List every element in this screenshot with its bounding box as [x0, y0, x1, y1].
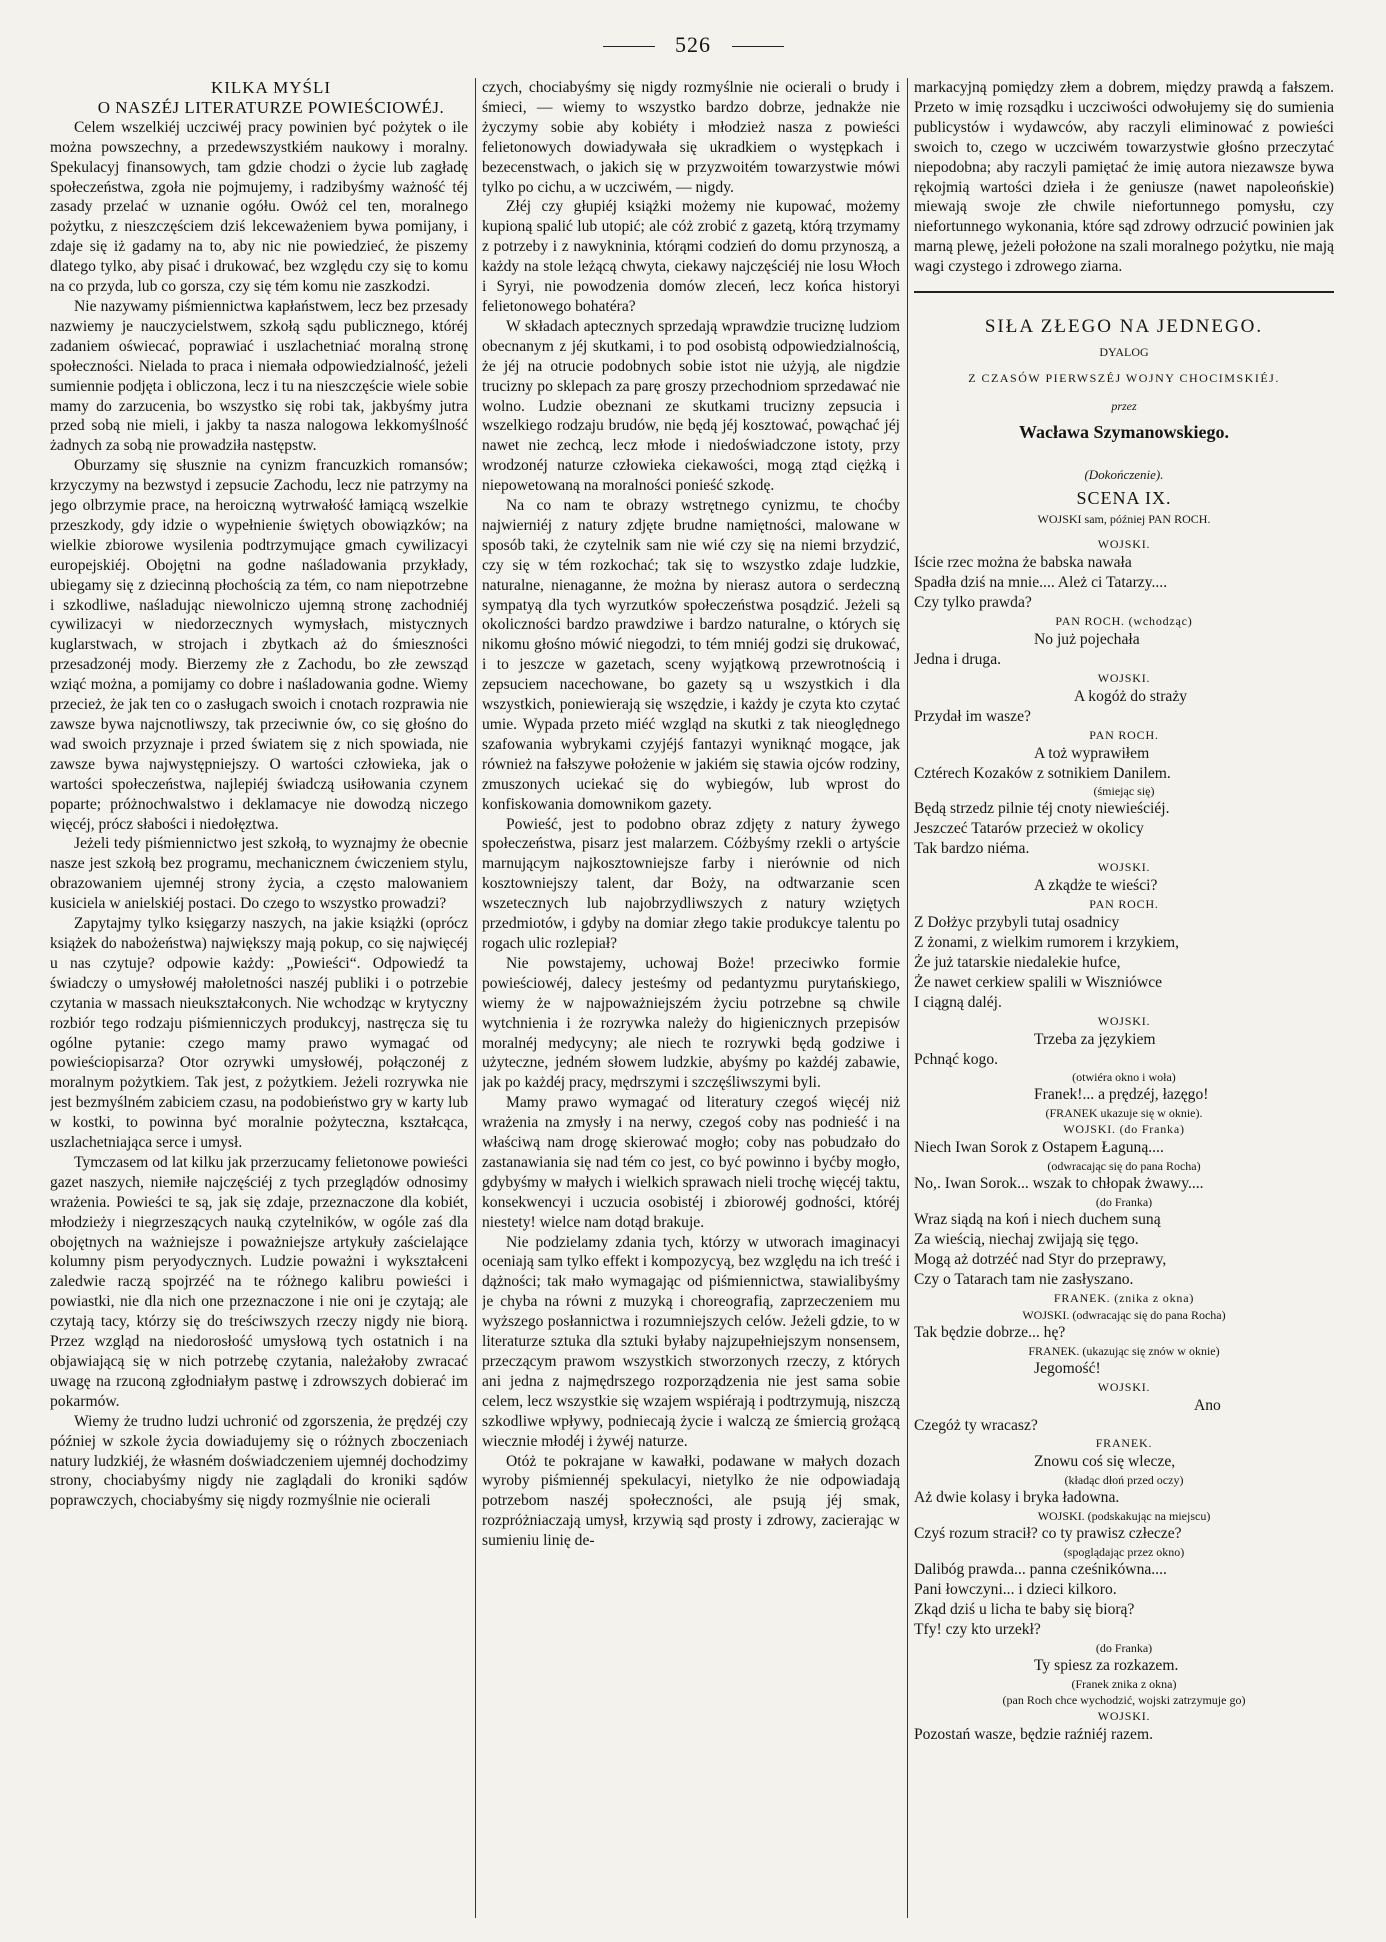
speaker-name: PAN ROCH. — [1089, 727, 1159, 742]
scene-note: WOJSKI sam, później PAN ROCH. — [1037, 512, 1211, 527]
dialog-line: Tak bardzo niéma. — [914, 840, 1030, 858]
paragraph: czych, chociabyśmy się nigdy rozmyślnie nie ocierali o brudy i śmieci, — wiemy to wszystko bardzo dobrze, jednakże nie życzymy sobie aby kobiéty i młodzież nasza z powieści felietonowych dowiadywała się ukradkiem o występkach i bezecenstwach, o jakich się w przyzwoitém towarzystwie mówi tylko po cichu, a w uczciwém, — nigdy. — [482, 79, 900, 196]
dialog-line: Że już tatarskie niedalekie hufce, — [914, 953, 1121, 971]
dialog-by: przez — [1111, 398, 1137, 413]
stage-direction: (kładąc dłoń przed oczy) — [1064, 1473, 1184, 1488]
dialog-line: Zkąd dziś u licha te baby się biorą? — [914, 1600, 1135, 1618]
dialog-line: Tfy! czy kto urzekł? — [914, 1620, 1041, 1638]
paragraph: Złéj czy głupiéj książki możemy nie kupować, możemy kupioną spalić lub utopić; ale cóż zrobić z gazetą, którą trzymamy z potrzeby i z nawykninia, którąmi codzień do domu przynoszą, a każdy na stole leżącą chwyta, ciekawy najczęściéj nie losu Włoch i Syryi, nie powodzenia domów zleceń, lecz końca historyi felietonowego bohatéra? — [482, 198, 900, 315]
speaker-name: WOJSKI. (do Franka) — [1063, 1122, 1185, 1137]
column-3 — [914, 78, 1334, 1928]
dialog-line: Jeszczeć Tatarów przecież w okolicy — [914, 820, 1144, 838]
speaker-name: WOJSKI. — [1097, 860, 1151, 875]
dialog-line: Jegomość! — [1034, 1359, 1101, 1377]
dialog-line: Z Dołżyc przybyli tutaj osadnicy — [914, 914, 1120, 932]
dialog-line: Aż dwie kolasy i bryka ładowna. — [914, 1489, 1120, 1507]
speaker-name: WOJSKI. — [1097, 670, 1151, 685]
paragraph: Powieść, jest to podobno obraz zdjęty z natury żywego społeczeństwa, pisarz jest malarzem. Cóżbyśmy rzekli o artyście marnującym najkosztowniejsze farby i nierównie od nich kosztowniejszy talent, dar Boży, na odtwarzanie scen wszetecznych lub najobrzydliwszych z natury wziętych przedmiotów, i gdyby na domiar złego takie produkcye talentu po rogach ulic rozlepiał? — [482, 815, 900, 952]
dialog-line: Znowu coś się wlecze, — [1034, 1453, 1176, 1471]
speaker-name: PAN ROCH. — [1089, 897, 1159, 912]
dialog-line: Czyś rozum stracił? co ty prawisz człecze? — [914, 1525, 1182, 1543]
dialog-line: No,. Iwan Sorok... wszak to chłopak żwawy.... — [914, 1175, 1204, 1193]
stage-direction: FRANEK. (ukazując się znów w oknie) — [1028, 1343, 1220, 1358]
section-divider — [914, 291, 1334, 293]
paragraph: Nie powstajemy, uchowaj Boże! przeciwko formie powieściowéj, dalecy jesteśmy od pedantyzmu purytańskiego, wiemy że w najpoważniejszém życiu potrzebne są chwile wytchnienia i że rozrywka należy do higienicznych przepisów moralnéj medycyny; ale niech te rozrywki będą godziwe i użyteczne, jedném słowem ludzkie, abyśmy po każdéj zabawie, jak po każdéj pracy, mędrszymi i szczęśliwszymi byli. — [482, 954, 900, 1092]
dialog-line: Iście rzec można że babska nawała — [914, 554, 1132, 572]
continuation-note: (Dokończenie). — [1084, 466, 1164, 482]
dialog-line: A zkądże te wieści? — [1034, 877, 1158, 895]
dialog-line: Czy o Tatarach tam nie zasłyszano. — [914, 1270, 1134, 1288]
stage-direction: (do Franka) — [1095, 1195, 1153, 1210]
column-divider — [907, 78, 908, 1918]
article-body — [50, 118, 468, 1511]
stage-direction: (odwracając się do pana Rocha) — [1047, 1159, 1201, 1174]
stage-direction: WOJSKI. (podskakując na miejscu) — [1037, 1509, 1211, 1524]
dialog-line: Przydał im wasze? — [914, 707, 1031, 725]
article-body-continued — [482, 78, 900, 1551]
page-number-header — [0, 32, 1386, 58]
speaker-name: WOJSKI. — [1097, 537, 1151, 552]
dialog-line: Pchnąć kogo. — [914, 1050, 999, 1068]
dialog-line: Będą strzedz pilnie téj cnoty niewieściéj. — [914, 800, 1170, 818]
stage-direction: (pan Roch chce wychodzić, wojski zatrzymuje go) — [1002, 1692, 1246, 1707]
dialog-line: Trzeba za językiem — [1034, 1030, 1156, 1048]
dialog-line: Pani łowczyni... i dzieci kilkoro. — [914, 1581, 1117, 1599]
dialog-author: Wacława Szymanowskiego. — [1018, 421, 1229, 442]
paragraph: Celem wszelkiéj uczciwéj pracy powinien być pożytek o ile można powszechny, a przedewszystkiém naukowy i moralny. Spekulacyj finansowych, tam gdzie chodzi o życie lub zagładę społeczeństwa, zgoła nie pojmujemy, i radzibyśmy ważność téj zasady przelać w uznanie ogółu. Owóż cel ten, moralnego pożytku, z nieszczęściem dziś lekceważeniem bywa pomijany, i zdaje się iż gadamy na to, aby nic nie powiedzieć, że piszemy dlatego tylko, aby pisać i drukować, bez względu czy się to komu na co przyda, lub co gorsza, czy się tém komu nie zaszkodzi. — [50, 118, 468, 296]
dialog-line: Ano — [1194, 1396, 1221, 1414]
speaker-name: FRANEK. — [1095, 1436, 1153, 1451]
dialog-line: Że nawet cerkiew spalili w Wiszniówce — [914, 973, 1163, 991]
dialog-line: I ciągną daléj. — [914, 993, 1002, 1011]
paragraph: Oburzamy się słusznie na cynizm francuzkich romansów; krzyczymy na bezwstyd i zepsucie Zachodu, lecz nie patrzymy na jego olbrzymie prace, na heroiczną wytrwałość łamiącą wszelkie przeszkody, gdy idzie o wypełnienie świętych obowiązków; na wielkie zbiorowe wysilenia podtrzymujące gmach cywilizacyi europejskiéj. Obojętni na godne naśladowania przykłady, ubiegamy się z dziecinną płochością za tém, co nam niepotrzebne i szkodliwe, naśladując niewolniczo ujemną stronę zachodniéj cywilizacyi w niedorzecznych wymysłach, mistycznych kuglarstwach, w strojach i zbytkach aż do śmieszności przesadzonéj mody. Bierzemy złe z Zachodu, bo złe zewsząd wziąć można, a pomijamy co dobre i naśladowania godne. Wiemy przecież, że jak ten co o zasługach swoich i cnotach rozprawia nie zawsze bywa najcnotliwszy, tak przeciwnie ów, co się głośno do wad swoich przyznaje i przed światem się z nich spowiada, nie zawsze bywa najwystępniejszy. O wartości człowieka, jak o wartości społeczeństwa, najlepiéj świadczą usiłowania czynem poparte; próżnochwalstwo i deklamacye nie dowodzą niczego więcéj, prócz słabości i niedołęztwa. — [50, 457, 468, 833]
stage-direction: (spoglądając przez okno) — [1063, 1545, 1185, 1560]
column-1 — [50, 78, 468, 1928]
speaker-name: WOJSKI. — [1097, 1013, 1151, 1028]
paragraph: W składach aptecznych sprzedają wprawdzie truciznę ludziom obecnanym z jéj skutkami, i to pod osobistą odpowiedzialnością, że jéj na otrucie podobnych sobie istot nie użyją, ale nigdzie trucizny po sklepach za parę groszy przechodniom sprzedawać nie wolno. Ludzie obeznani ze skutkami trucizny zepsucia i wszelkiego rodzaju brudów, nie będą jéj kosztować, powąchać jéj nawet nie zechcą, lecz młode i niedoświadczone istoty, przy wrodzonéj naturze człowieka ciekawości, mogą ztąd ciężką i niepowetowaną na moralności ponieść szkodę. — [482, 317, 900, 495]
column-divider — [475, 78, 476, 1918]
article-title: KILKA MYŚLI — [210, 78, 332, 97]
dialog-line: Ty spiesz za rozkazem. — [1034, 1656, 1179, 1674]
dialog-line: A kogóż do straży — [1074, 687, 1188, 705]
dialog-line: Franek!... a prędzéj, łazęgo! — [1034, 1086, 1209, 1104]
dialog-line: Z żonami, z wielkim rumorem i krzykiem, — [914, 934, 1180, 951]
scene-title: SCENA IX. — [1076, 487, 1172, 508]
dialog-line: Spadła dziś na mnie.... Ależ ci Tatarzy.... — [914, 574, 1168, 592]
header-rule-left — [603, 46, 655, 47]
dialog-type: DYALOG — [1099, 344, 1149, 359]
speaker-name: WOJSKI. — [1097, 1708, 1151, 1723]
dialog-subtitle: Z CZASÓW PIERWSZÉJ WOJNY CHOCIMSKIÉJ. — [968, 370, 1280, 385]
dialog-line: Za wieścią, niechaj zwijają się tęgo. — [914, 1231, 1139, 1249]
dialog-line: Wraz siądą na koń i niech duchem suną — [914, 1211, 1161, 1229]
paragraph: Wiemy że trudno ludzi uchronić od zgorszenia, że prędzéj czy później w szkole życia dowiadujemy się o różnych zboczeniach natury ludzkiéj, że własném doświadczeniem ujemnéj dochodzimy strony, chociabyśmy nigdy nie zaglądali do kroniki sądów poprawczych, chociabyśmy się nigdy rozmyślnie nie ocierali — [50, 1412, 468, 1510]
paragraph: Zapytajmy tylko księgarzy naszych, na jakie książki (oprócz książek do nabożeństwa) największy mają pokup, co się najwięcéj u nas czytuje? odpowie każdy: „Powieści“. Odpowiedź ta świadczy o umysłowéj małoletności naszéj publiki i o potrzebie czytania w massach nieukształconych. Nie wchodząc w krytyczny rozbiór tego rodzaju piśmienniczych produkcyj, nastręcza się tu ogólne pytanie: czego mamy prawo wymagać od powieściopisarza? Otor ozrywki umysłowéj, połączonéj z moralnym pożytkiem. Tak jest, z pożytkiem. Jeżeli rozrywka nie jest bezmyślném zabiciem czasu, na podobieństwo gry w karty lub w kostki, to powinna być moralnie pożyteczna, kształcąca, uszlachetniająca serce i umysł. — [50, 915, 468, 1152]
paragraph: Jeżeli tedy piśmiennictwo jest szkołą, to wyznajmy że obecnie nasze jest szkołą bez programu, mechanicznem ćwiczeniem stylu, obrazowaniem ujemnéj strony życia, a często malowaniem kusiciela w anielskiéj postaci. Do czego to wszystko prowadzi? — [50, 835, 468, 913]
dialog-line: Mogą aż dotrzéć nad Styr do przeprawy, — [914, 1250, 1167, 1268]
paragraph: Nie podzielamy zdania tych, którzy w utworach imaginacyi oceniają sam tylko effekt i kompozycyą, bez względu na ich treść i dążności; tak mało wymagając od piśmiennictwa, stawialibyśmy je chyba na równi z muzyką i choreografią, zaprzeczeniem mu wyższego posłannictwa i rozumniejszych celów. Jeżeli gdzie, to w literaturze sztuka dla sztuki byłaby najzupełniejszym nonsensem, przeczącym prawom wszystkich stworzonych rzeczy, z których ani jedna z najmędrszego rozporządzenia nie jest sama sobie celem, lecz wszystkie się wzajem wspiérają i podtrzymują, niszczą szkodliwe wpływy, podniecają życie i walczą ze śmiercią grożącą wiecznie młodéj i żywéj naturze. — [482, 1233, 900, 1450]
stage-direction: (śmiejąc się) — [1093, 784, 1155, 799]
stage-direction: (do Franka) — [1095, 1640, 1153, 1655]
paragraph: markacyjną pomiędzy złem a dobrem, między prawdą a fałszem. Przeto w imię rozsądku i uczciwości odwołujemy się do sumienia publicystów i wydawców, aby raczyli eliminować z powieści swoich to, czego w uczciwém towarzystwie głośno przeczytać niepodobna; aby raczyli pamiętać że imię autora niezawsze bywa rękojmią wartości dzieła i że geniusze (nawet napoleońskie) miewają swoje złe chwile niefortunnego pomysłu, czy niefortunnego wykonania, które sąd zdrowy odrzucić powinien jak marną plewę, jeżeli położone na szali moralnego pożytku, nie mają wagi czystego i zdrowego ziarna. — [914, 79, 1334, 276]
dialog-line: Niech Iwan Sorok z Ostapem Łaguną.... — [914, 1139, 1164, 1157]
dialog-line: A toż wyprawiłem — [1034, 744, 1150, 762]
dialog-line: Jedna i druga. — [914, 650, 1002, 668]
dialog-lines — [914, 536, 1334, 1744]
stage-direction: (Franek znika z okna) — [1071, 1676, 1177, 1691]
article-conclusion — [914, 78, 1334, 277]
dialog-line: Dalibóg prawda... panna cześnikówna.... — [914, 1561, 1167, 1579]
dialog-line: Tak będzie dobrze... hę? — [914, 1323, 1066, 1341]
stage-direction: (otwiéra okno i woła) — [1072, 1070, 1176, 1085]
paragraph: Otóż te pokrajane w kawałki, podawane w małych dozach wyroby piśmiennéj spekulacyi, nietylko że nie odpowiadają potrzebom naszéj społeczności, ale psują jéj smak, rozpróżniaczają umysł, krzywią sąd prosty i zdrowy, zacierając w sumieniu linię de- — [482, 1452, 900, 1550]
stage-direction: WOJSKI. (odwracając się do pana Rocha) — [1022, 1307, 1226, 1322]
dialog-line: Pozostań wasze, będzie raźniéj razem. — [914, 1725, 1153, 1743]
speaker-name: PAN ROCH. (wchodząc) — [1055, 614, 1193, 629]
column-2 — [482, 78, 900, 1928]
paragraph: Na co nam te obrazy wstrętnego cynizmu, te choćby najwierniéj z natury zdjęte brudne namiętności, malowane w sposób taki, że czytelnik sam nie wié czy się na niemi brzydzić, czy się w tém rozkochać; tak się to wszystko zdaje ludzkie, naturalne, nienaganne, że można by nierasz autora o serdeczną sympatyą dla tych wyrzutków społeczeństwa posądzić. Jeżeli są okoliczności bardzo prawdziwe i bardzo naturalne, o których się nikomu głośno mówić niegodzi, to tém mniéj godzi się drukować, i to jeszcze w gazetach, sceny wyjątkową przewrotnością i zepsuciem nacechowane, bo gazety są u wszystkich i dla wszystkich, poniewierają się wszędzie, i każdy je czyta kto czytać umie. Wypada przeto miéć wzgląd na skutki z tak nieoględnego szafowania wybrykami czyjéjś fantazyi wyniknąć mogące, jak również na fałszywe położenie w jakiém się stawia ojców rodziny, zmuszonych uciekać się do wybiegów, lub wprost do konfiskowania domownikom gazety. — [482, 497, 900, 813]
paragraph: Nie nazywamy piśmiennictwa kapłaństwem, lecz bez przesady nazwiemy je nauczycielstwem, szkołą sądu publicznego, któréj zadaniem oświecać, poprawiać i uszlachetniać moralną stronę społeczności. Nielada to praca i niemała odpowiedzialność, jeżeli sumiennie podjęta i obliczona, lecz i tu na nieszczęście wiele sobie mamy do zarzucenia, bo wszystko się robi tak, jakbyśmy jutra przed sobą nie mieli, i jakby ta nasza nalogowa lekkomyślność żadnych za sobą nie prowadziła następstw. — [50, 297, 468, 455]
dialog-line: No już pojechała — [1034, 631, 1140, 649]
speaker-name: FRANEK. (znika z okna) — [1053, 1290, 1195, 1305]
stage-direction: (FRANEK ukazuje się w oknie). — [1045, 1106, 1203, 1121]
paragraph: Mamy prawo wymagać od literatury czegoś więcéj niż wrażenia na zmysły i na nerwy, czegoś coby nas podnieść i na właściwą nam drogę skierować mogło; coby nas pobudzało do zastanawiania się nad tém co jest, co być powinno i byćby mogło, gdybyśmy w małych i wielkich sprawach nieli trochę więcéj taktu, konsekwencyi i uczucia osobistéj i zbiorowéj godności, któréj niestety! wielce nam dotąd brakuje. — [482, 1094, 900, 1231]
dialog-title: SIŁA ZŁEGO NA JEDNEGO. — [984, 316, 1264, 338]
dialog-line: Czy tylko prawda? — [914, 594, 1032, 612]
page-number: 526 — [675, 32, 711, 57]
article-subtitle: O NASZÉJ LITERATURZE POWIEŚCIOWÉJ. — [97, 97, 445, 117]
paragraph: Tymczasem od lat kilku jak przerzucamy felietonowe powieści gazet naszych, niemiłe najczęściéj z tych przeglądów odnosimy wrażenia. Powieści te są, jak się zdaje, przeznaczone dla kobiét, młodzieży i niegrzeszących nauką czytelników, w ogóle zaś dla obojętnych na ważniejsze i poważniejsze artykuły zaścielające kolumny pism peryodycznych. Ludzie poważni i wykształceni zaledwie raczą spojrzéć na te różnego kalibru powieści i powiastki, nie dla nich one przeznaczone i nie oni je czytają; ale czytają tacy, którzy się do treściwszych rzeczy nigdy nie biorą. Przez wzgląd na niedorosłość umysłową tych ostatnich i na objawiającą się w nich potrzebę czytania, należałoby zwracać uwagę na rzuconą zgłodniałym pastwę i zdrowszych dobierać im pokarmów. — [50, 1153, 468, 1410]
dialog-line: Cztérech Kozaków z sotnikiem Danilem. — [914, 764, 1171, 782]
speaker-name: WOJSKI. — [1097, 1379, 1151, 1394]
dialog-line: Czegóż ty wracasz? — [914, 1416, 1038, 1434]
header-rule-right — [732, 46, 784, 47]
